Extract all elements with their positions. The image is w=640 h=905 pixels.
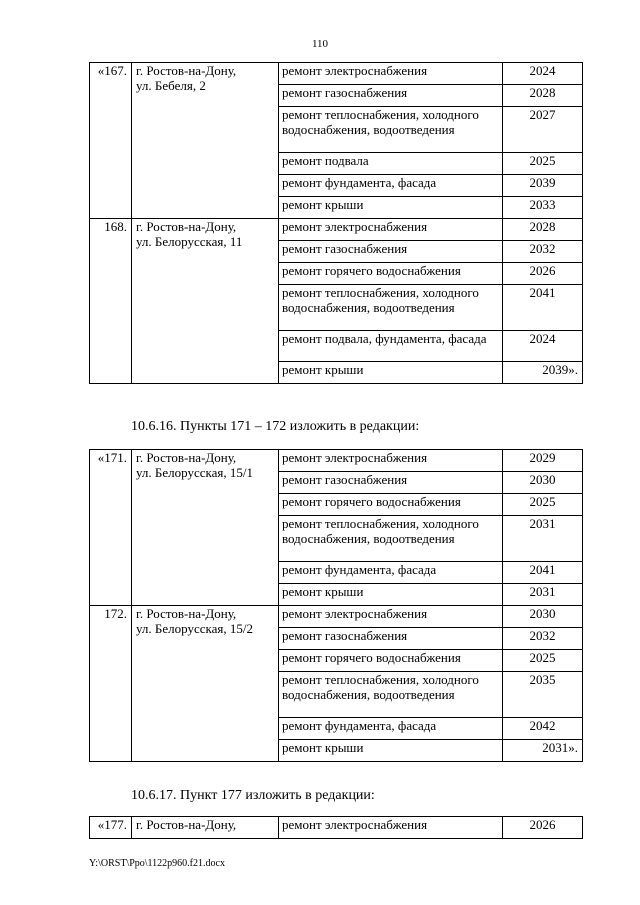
address: г. Ростов-на-Дону, ул. Белорусская, 11 [132,219,279,384]
repair-schedule-table-3 [89,816,583,839]
work-type: ремонт фундамента, фасада [279,175,503,197]
year: 2042 [503,718,583,740]
year: 2030 [503,606,583,628]
year: 2027 [503,107,583,153]
work-type: ремонт фундамента, фасада [279,718,503,740]
amendment-paragraph: 10.6.16. Пункты 171 – 172 изложить в редакции: [131,419,420,434]
work-type: ремонт подвала, фундамента, фасада [279,331,503,362]
year: 2031». [503,740,583,762]
work-type: ремонт горячего водоснабжения [279,650,503,672]
address: г. Ростов-на-Дону, ул. Белорусская, 15/1 [132,450,279,606]
year: 2026 [503,817,583,839]
work-type: ремонт электроснабжения [279,219,503,241]
amendment-paragraph: 10.6.17. Пункт 177 изложить в редакции: [131,788,375,803]
year: 2025 [503,153,583,175]
work-type: ремонт фундамента, фасада [279,562,503,584]
year: 2032 [503,628,583,650]
table-row [90,63,583,85]
year: 2031 [503,584,583,606]
year: 2025 [503,650,583,672]
item-number: 168. [90,219,132,384]
year: 2041 [503,562,583,584]
address: г. Ростов-на-Дону, ул. Бебеля, 2 [132,63,279,219]
year: 2035 [503,672,583,718]
work-type: ремонт газоснабжения [279,472,503,494]
work-type: ремонт газоснабжения [279,628,503,650]
year: 2030 [503,472,583,494]
year: 2032 [503,241,583,263]
address: г. Ростов-на-Дону, [132,817,279,839]
page-number: 110 [311,38,329,50]
repair-schedule-table-1 [89,62,583,384]
work-type: ремонт крыши [279,740,503,762]
work-type: ремонт электроснабжения [279,63,503,85]
work-type: ремонт газоснабжения [279,85,503,107]
work-type: ремонт электроснабжения [279,606,503,628]
item-number: «177. [90,817,132,839]
address: г. Ростов-на-Дону, ул. Белорусская, 15/2 [132,606,279,762]
year: 2026 [503,263,583,285]
work-type: ремонт теплоснабжения, холодного водоснабжения, водоотведения [279,516,503,562]
year: 2025 [503,494,583,516]
year: 2039». [503,362,583,384]
year: 2041 [503,285,583,331]
item-number: «167. [90,63,132,219]
year: 2029 [503,450,583,472]
item-number: «171. [90,450,132,606]
work-type: ремонт крыши [279,197,503,219]
table-row [90,817,583,839]
table-row [90,450,583,472]
item-number: 172. [90,606,132,762]
year: 2031 [503,516,583,562]
work-type: ремонт горячего водоснабжения [279,494,503,516]
year: 2033 [503,197,583,219]
year: 2024 [503,63,583,85]
repair-schedule-table-2 [89,449,583,762]
year: 2024 [503,331,583,362]
year: 2039 [503,175,583,197]
year: 2028 [503,219,583,241]
work-type: ремонт горячего водоснабжения [279,263,503,285]
work-type: ремонт теплоснабжения, холодного водоснабжения, водоотведения [279,107,503,153]
work-type: ремонт электроснабжения [279,450,503,472]
work-type: ремонт газоснабжения [279,241,503,263]
work-type: ремонт теплоснабжения, холодного водоснабжения, водоотведения [279,285,503,331]
table-row [90,219,583,241]
work-type: ремонт электроснабжения [279,817,503,839]
work-type: ремонт теплоснабжения, холодного водоснабжения, водоотведения [279,672,503,718]
file-path-footer: Y:\ORST\Ppo\1122p960.f21.docx [89,858,225,869]
work-type: ремонт крыши [279,584,503,606]
table-row [90,606,583,628]
work-type: ремонт подвала [279,153,503,175]
work-type: ремонт крыши [279,362,503,384]
year: 2028 [503,85,583,107]
